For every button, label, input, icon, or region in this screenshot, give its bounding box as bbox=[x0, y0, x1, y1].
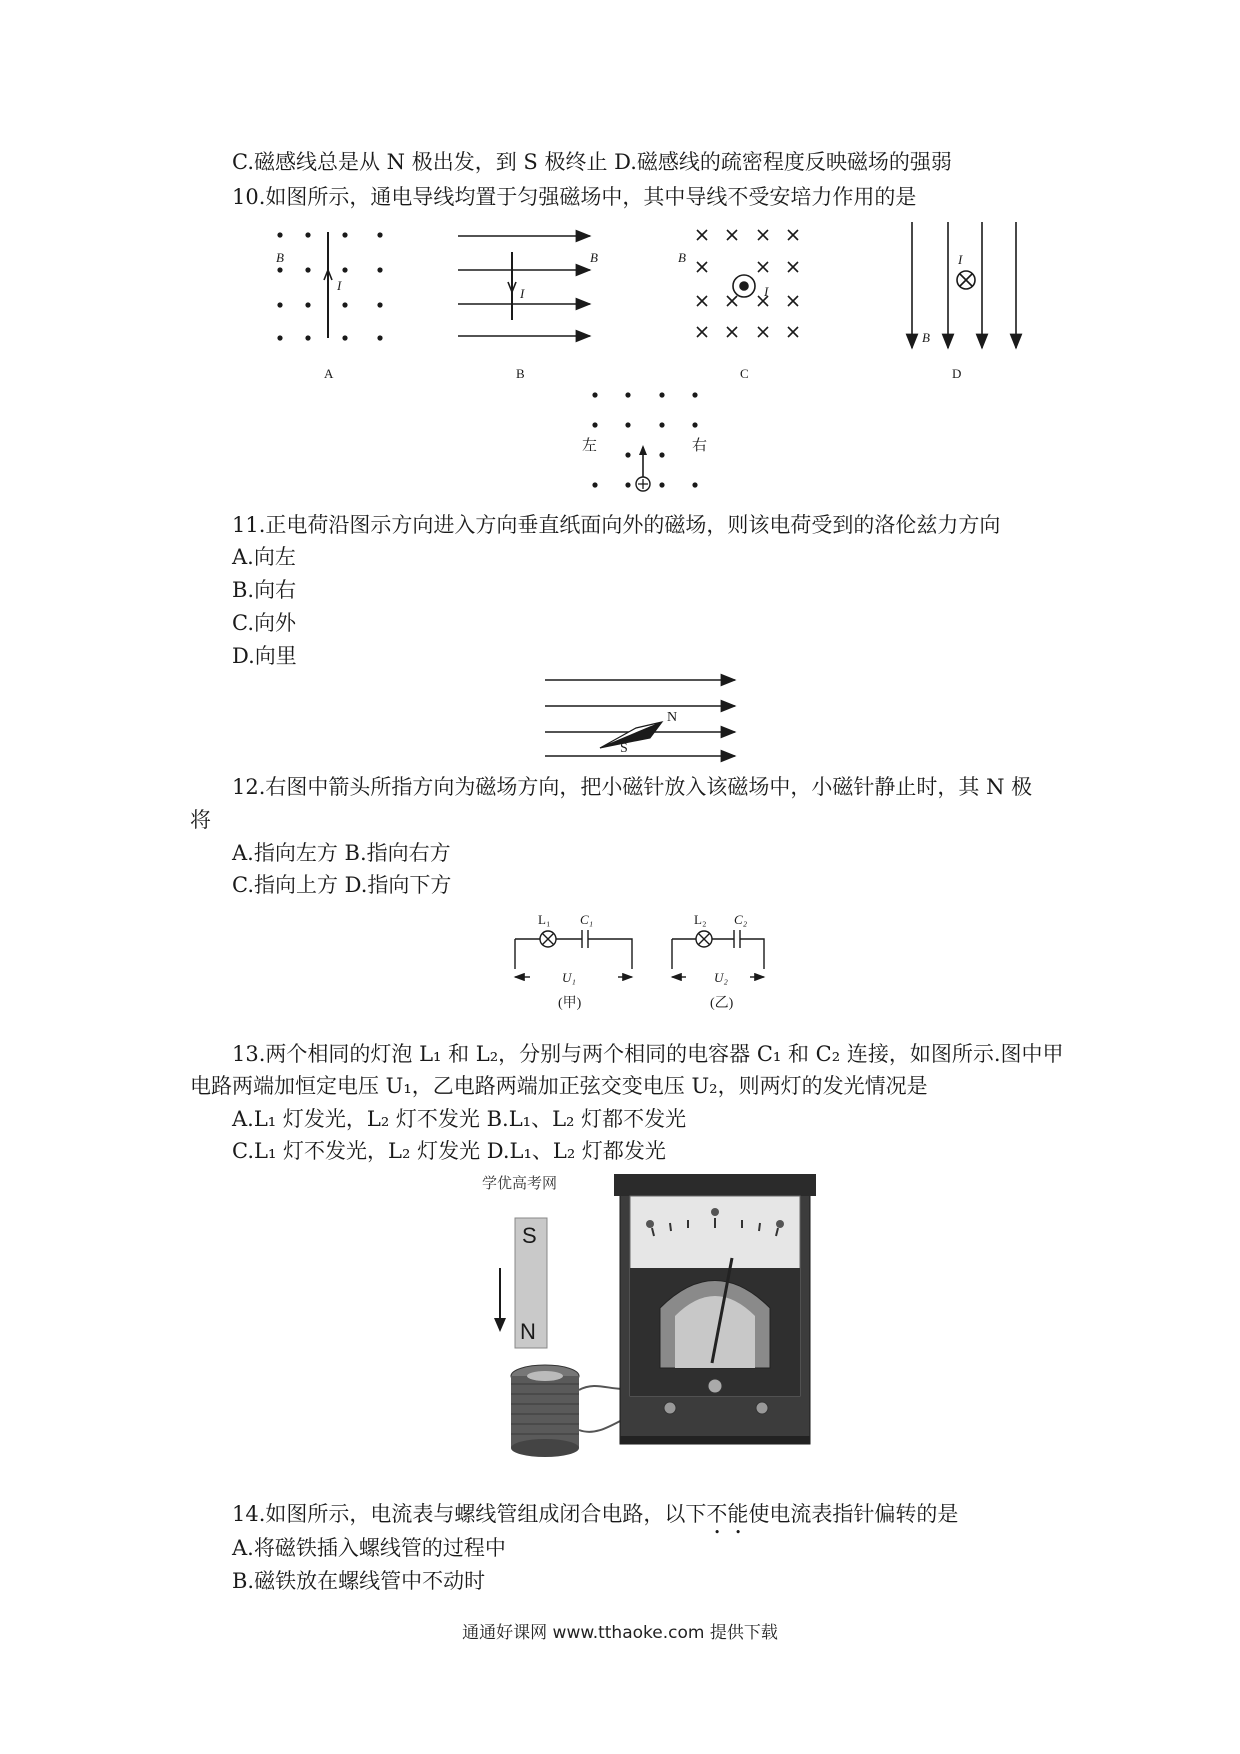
q14-stem-post: 使电流表指针偏转的是 bbox=[748, 1502, 959, 1526]
q13-fig-u1: U₁ bbox=[562, 970, 576, 985]
q11-option-b: B.向右 bbox=[232, 578, 297, 602]
q14-stem-emphasis: 不能 bbox=[706, 1502, 749, 1526]
q13-stem-line1: 13.两个相同的灯泡 L₁ 和 L₂，分别与两个相同的电容器 C₁ 和 C₂ 连接，如图所示.图中甲 bbox=[232, 1042, 1064, 1066]
q10-caption-b: B bbox=[516, 366, 525, 381]
q10-b-label-b: B bbox=[590, 250, 598, 265]
q12-fig-s-label: S bbox=[620, 741, 628, 756]
q13-fig-yi: (乙) bbox=[710, 996, 734, 1011]
q12-fig-n-label: N bbox=[667, 710, 678, 725]
q11-fig-left-label: 左 bbox=[582, 438, 598, 454]
q12-options-line2: C.指向上方 D.指向下方 bbox=[232, 873, 452, 897]
q10-figure-a bbox=[277, 232, 382, 341]
q10-b-label-i: I bbox=[520, 286, 525, 301]
q11-option-c: C.向外 bbox=[232, 611, 296, 635]
q11-option-a: A.向左 bbox=[232, 545, 296, 569]
q12-options-line1: A.指向左方 B.指向右方 bbox=[232, 841, 451, 865]
q13-figure bbox=[510, 917, 790, 997]
q13-fig-l2: L₂ bbox=[694, 912, 707, 927]
q11-stem: 11.正电荷沿图示方向进入方向垂直纸面向外的磁场，则该电荷受到的洛伦兹力方向 bbox=[232, 513, 1001, 537]
q12-stem-line1: 12.右图中箭头所指方向为磁场方向，把小磁针放入该磁场中，小磁针静止时，其 N 极 bbox=[232, 775, 1033, 799]
q13-options-line2: C.L₁ 灯不发光，L₂ 灯发光 D.L₁、L₂ 灯都发光 bbox=[232, 1139, 666, 1163]
q10-caption-d: D bbox=[952, 366, 962, 381]
q13-fig-u2: U₂ bbox=[714, 970, 728, 985]
q10-c-label-b: B bbox=[678, 250, 686, 265]
q10-d-label-b: B bbox=[922, 330, 930, 345]
q10-a-label-i: I bbox=[337, 278, 342, 293]
q12-figure bbox=[540, 670, 750, 765]
q13-fig-l1: L₁ bbox=[538, 912, 551, 927]
q11-fig-right-label: 右 bbox=[692, 438, 708, 454]
q10-stem: 10.如图所示，通电导线均置于匀强磁场中，其中导线不受安培力作用的是 bbox=[232, 185, 917, 209]
q10-caption-c: C bbox=[740, 366, 749, 381]
q9-options-line: C.磁感线总是从 N 极出发，到 S 极终止 D.磁感线的疏密程度反映磁场的强弱 bbox=[232, 150, 952, 174]
q14-stem-pre: 14.如图所示，电流表与螺线管组成闭合电路，以下 bbox=[232, 1502, 707, 1526]
q14-magnet-n-label: N bbox=[520, 1319, 536, 1344]
q14-photo bbox=[470, 1168, 820, 1458]
q13-stem-line2: 电路两端加恒定电压 U₁，乙电路两端加正弦交变电压 U₂，则两灯的发光情况是 bbox=[190, 1074, 928, 1098]
q13-fig-c1: C₁ bbox=[580, 912, 594, 927]
q13-fig-c2: C₂ bbox=[734, 912, 748, 927]
q10-figure-c bbox=[697, 230, 798, 337]
q13-fig-jia: (甲) bbox=[558, 996, 582, 1011]
q14-magnet-s-label: S bbox=[522, 1223, 537, 1248]
q12-stem-line2: 将 bbox=[190, 808, 211, 832]
q11-option-d: D.向里 bbox=[232, 644, 297, 668]
q13-options-line1: A.L₁ 灯发光，L₂ 灯不发光 B.L₁、L₂ 灯都不发光 bbox=[232, 1107, 687, 1131]
q14-photo-watermark: 学优高考网 bbox=[482, 1174, 558, 1192]
q10-caption-a: A bbox=[324, 366, 334, 381]
page-footer: 通通好课网 www.tthaoke.com 提供下载 bbox=[462, 1623, 778, 1643]
q10-figures bbox=[0, 220, 1240, 390]
q14-option-a: A.将磁铁插入螺线管的过程中 bbox=[232, 1536, 506, 1560]
q14-option-b: B.磁铁放在螺线管中不动时 bbox=[232, 1569, 486, 1593]
q10-c-label-i: I bbox=[764, 284, 769, 299]
q10-a-label-b: B bbox=[276, 250, 284, 265]
q10-d-label-i: I bbox=[958, 252, 963, 267]
